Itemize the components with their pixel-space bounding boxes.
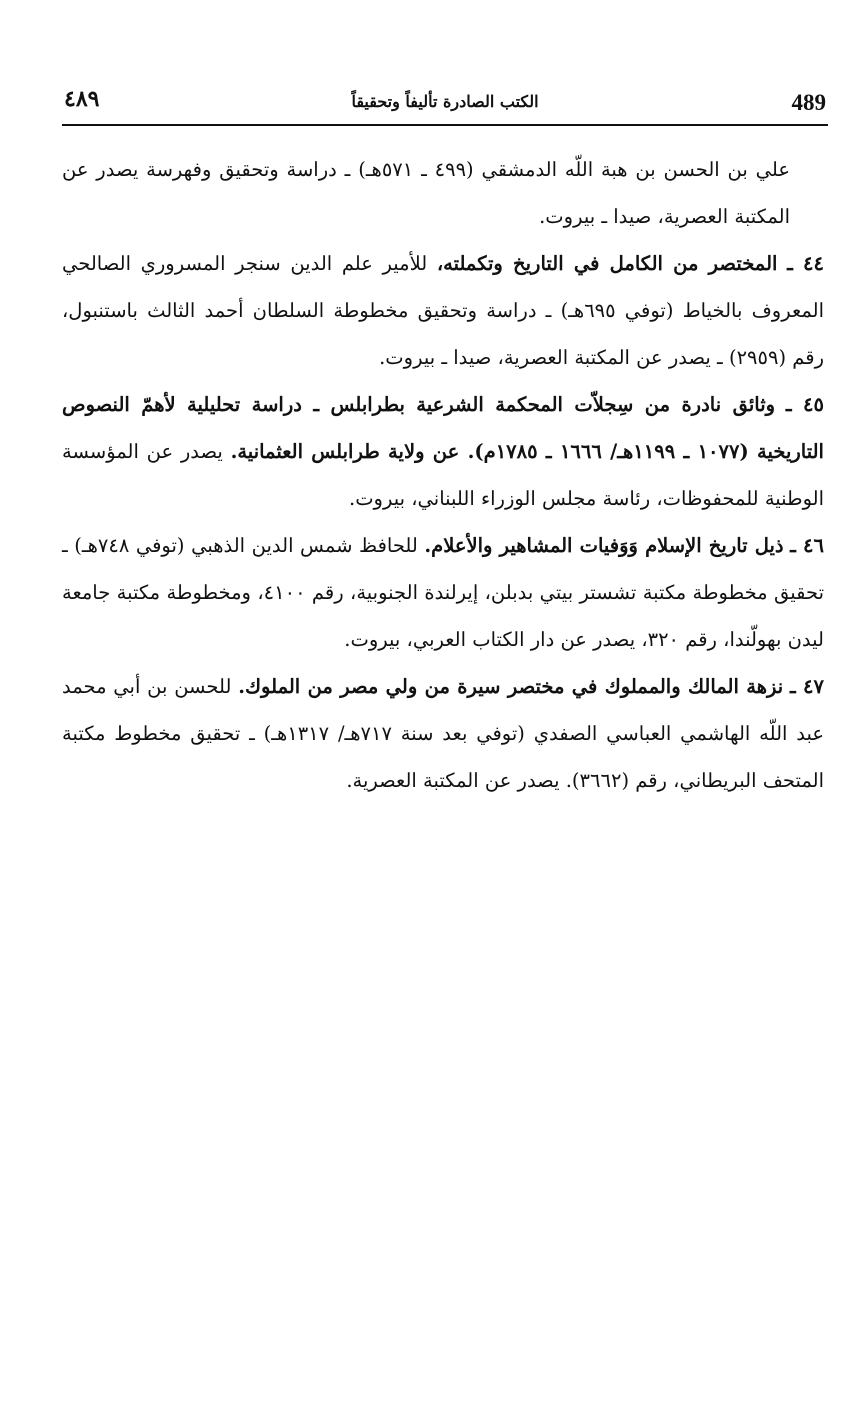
entry-title: المختصر من الكامل في التاريخ وتكملته، <box>436 252 778 275</box>
header-rule <box>62 124 828 126</box>
entry-text: علي بن الحسن بن هبة اللّه الدمشقي (٤٩٩ ـ ٥٧١هـ) ـ دراسة وتحقيق وفهرسة يصدر عن المكتبة العصرية، صيدا ـ بيروت. <box>62 158 790 228</box>
continued-entry <box>62 146 824 240</box>
entry-text: يصدر عن المؤسسة الوطنية للمحفوظات، رئاسة مجلس الوزراء اللبناني، بيروت. <box>62 440 824 510</box>
entry-44 <box>62 240 824 381</box>
page-number-arabic: ٤٨٩ <box>64 86 100 112</box>
entry-title: ذيل تاريخ الإسلام وَوَفيات المشاهير والأعلام. <box>424 534 784 557</box>
entry-46 <box>62 522 824 663</box>
entry-number: ٤٧ ـ <box>789 675 824 698</box>
entry-45 <box>62 381 824 522</box>
page-body <box>62 146 824 804</box>
page-number-latin: 489 <box>791 90 826 115</box>
entry-text: للأمير علم الدين سنجر المسروري الصالحي المعروف بالخياط (توفي ٦٩٥هـ) ـ دراسة وتحقيق مخطوطة السلطان أحمد الثالث باستنبول، رقم (٢٩٥٩) ـ يصدر عن المكتبة العصرية، صيدا ـ بيروت. <box>62 252 825 369</box>
entry-title: نزهة المالك والمملوك في مختصر سيرة من ولي مصر من الملوك. <box>238 675 784 698</box>
entry-47 <box>62 663 824 804</box>
running-title: الكتب الصادرة تأليفاً وتحقيقاً <box>351 92 539 111</box>
entry-text: للحافظ شمس الدين الذهبي (توفي ٧٤٨هـ) ـ تحقيق مخطوطة مكتبة تشستر بيتي بدبلن، إيرلندة الجنوبية، رقم ٤١٠٠، ومخطوطة مكتبة جامعة ليدن بهولّندا، رقم ٣٢٠، يصدر عن دار الكتاب العربي، بيروت. <box>62 534 825 651</box>
entry-number: ٤٥ ـ <box>785 393 824 416</box>
entry-number: ٤٦ ـ <box>790 534 824 557</box>
entry-text: للحسن بن أبي محمد عبد اللّه الهاشمي العباسي الصفدي (توفي بعد سنة ٧١٧هـ/ ١٣١٧هـ) ـ تحقيق مخطوط مكتبة المتحف البريطاني، رقم (٣٦٦٢). يصدر عن المكتبة العصرية. <box>62 675 825 792</box>
entry-title: وثائق نادرة من سِجلاّت المحكمة الشرعية بطرابلس ـ دراسة تحليلية لأهمّ النصوص التاريخية (١٠٧٧ ـ ١١٩٩هـ/ ١٦٦٦ ـ ١٧٨٥م). عن ولاية طرابلس العثمانية. <box>62 393 824 463</box>
page-header <box>62 86 828 122</box>
entry-number: ٤٤ ـ <box>787 252 824 275</box>
